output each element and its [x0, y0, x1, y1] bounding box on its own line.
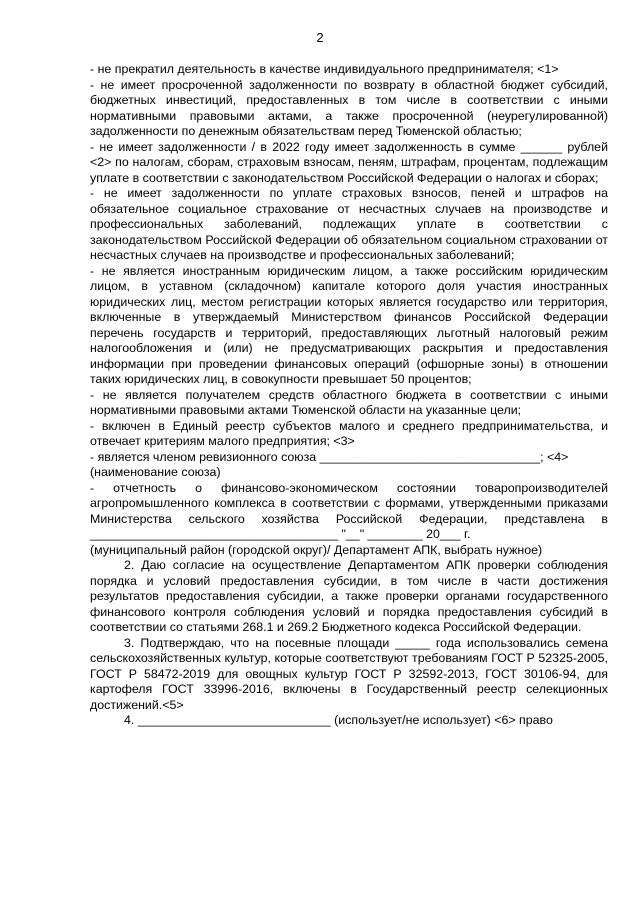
field-caption: (наименование союза) — [90, 465, 221, 479]
list-item: - не имеет задолженности по уплате страховых взносов, пеней и штрафов на обязательное социальное страхование от несчастных случаев на производстве и профессиональных заболеваний, подлежащих уплате в соответствии с законодательством Российской Федерации об обязательном социальном страховании от несчастных случаев на производстве и профессиональных заболеваний; — [90, 186, 608, 262]
paragraph-right: 4. ____________________________ (использует/не использует) <6> право — [124, 713, 553, 727]
paragraph-consent: 2. Даю согласие на осуществление Департаментом АПК проверки соблюдения порядка и условий предоставления субсидии, в том числе в части достижения результатов предоставления субсидии, а также проверки органами государственного финансового контроля соблюдения условий и порядка предоставления субсидий в соответствии со статьями 268.1 и 269.2 Бюджетного кодекса Российской Федерации. — [90, 558, 608, 634]
list-item: - не прекратил деятельность в качестве индивидуального предпринимателя; <1> — [90, 62, 559, 76]
list-item: - включен в Единый реестр субъектов малого и среднего предпринимательства, и отвечает критериям малого предприятия; <3> — [90, 418, 608, 448]
list-item: - не является иностранным юридическим лицом, а также российским юридическим лицом, в уставном (складочном) капитале которого доля участия иностранных юридических лиц, местом регистрации которых является государство или территория, включенные в утверждаемый Министерством финансов Российской Федерации перечень государств и территорий, предоставляющих льготный налоговый режим налогообложения и (или) не предусматривающих раскрытия и предоставления информации при проведении финансовых операций (офшорные зоны) в отношении таких юридических лиц, в совокупности превышает 50 процентов; — [90, 263, 608, 386]
document-body — [90, 62, 608, 729]
list-item: - является членом ревизионного союза ________________________________; <4> — [90, 449, 569, 464]
list-item: - не имеет задолженности / в 2022 году имеет задолженность в сумме ______ рублей <2> по налогам, сборам, страховым взносам, пеням, штрафам, процентам, подлежащим уплате в соответствии с законодательством Российской Федерации о налогах и сборах; — [90, 139, 608, 185]
list-item: - не является получателем средств областного бюджета в соответствии с иными нормативными правовыми актами Тюменской области на указанные цели; — [90, 387, 608, 417]
list-item: - не имеет просроченной задолженности по возврату в областной бюджет субсидий, бюджетных инвестиций, предоставленных в том числе в соответствии с иными нормативными правовыми актами, а также просроченной (неурегулированной) задолженности по денежным обязательствам перед Тюменской областью; — [90, 77, 608, 138]
list-item: - отчетность о финансово-экономическом состоянии товаропроизводителей агропромышленного комплекса в соответствии с формами, утвержденными приказами Министерства сельского хозяйства Российской Федерации, представлена в ____________________________________ "__" ________ 20___ г. — [90, 480, 608, 541]
paragraph-seeds: 3. Подтверждаю, что на посевные площади _____ года использовались семена сельскохозяйственных культур, которые соответствуют требованиям ГОСТ Р 52325-2005, ГОСТ Р 58472-2019 для овощных культур ГОСТ Р 32592-2013, ГОСТ 30106-94, для картофеля ГОСТ 33996-2016, включены в Государственный реестр селекционных достижений.<5> — [90, 635, 608, 712]
field-caption: (муниципальный район (городской округ)/ Департамент АПК, выбрать нужное) — [90, 542, 543, 557]
page-number: 2 — [316, 30, 324, 45]
